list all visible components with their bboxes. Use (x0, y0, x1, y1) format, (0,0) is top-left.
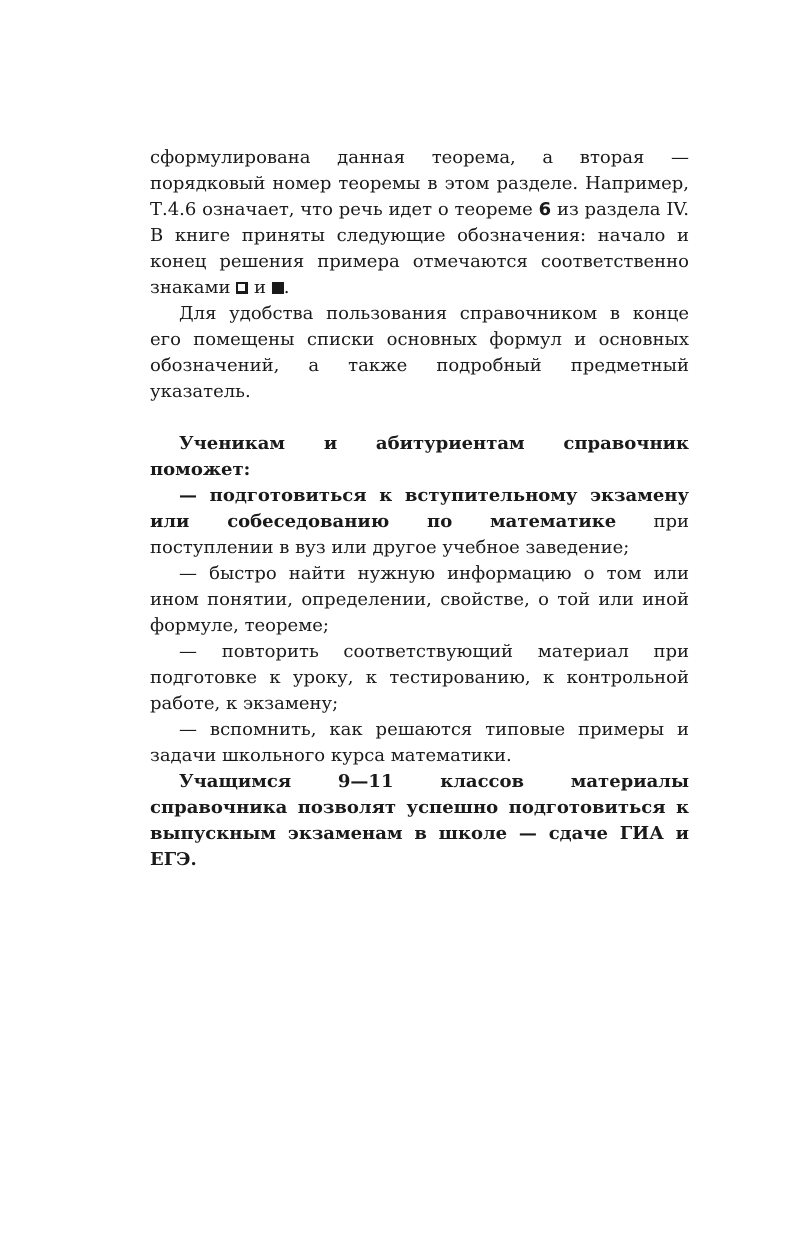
convenience-paragraph: Для удобства пользования справочником в конце его помещены списки основных формул и основных обозначений, а также подробный предметный указатель. (150, 303, 689, 402)
students-item-exam-rest: при поступлении в вуз или другое учебное заведение; (150, 511, 689, 558)
students-item-exam-bold: — подготовиться к вступительному экзамену или собеседованию по математике (150, 485, 689, 532)
intro-text-part1: сформулирована данная теорема, а вторая — порядковый номер теоремы в этом разделе. Например, Т.4.6 означает, что речь идет о теореме (150, 147, 689, 220)
graduates-paragraph (150, 769, 689, 873)
open-square-icon (236, 282, 248, 294)
students-item-repeat: — повторить соответствующий материал при подготовке к уроку, к тестированию, к контрольной работе, к экзамену; (150, 641, 689, 714)
intro-and: и (248, 277, 272, 298)
section-gap (150, 405, 689, 431)
graduates-text: Учащимся 9—11 классов материалы справочника позволят успешно подготовиться к выпускным экзаменам в школе — сдаче ГИА и ЕГЭ. (150, 771, 689, 870)
filled-square-icon (272, 282, 284, 294)
intro-end: . (283, 277, 290, 298)
page-body (150, 145, 689, 873)
theorem-number: 6 (538, 199, 552, 220)
students-heading-text: Ученикам и абитуриентам справочник поможет: (150, 433, 689, 480)
students-heading (150, 431, 689, 483)
intro-paragraph (150, 145, 689, 301)
students-item-exam (150, 483, 689, 561)
students-item-recall: — вспомнить, как решаются типовые примеры и задачи школьного курса математики. (150, 719, 689, 766)
students-item-info: — быстро найти нужную информацию о том или ином понятии, определении, свойстве, о той или иной формуле, теореме; (150, 563, 689, 636)
intro-text-part2: из раздела IV. В книге приняты следующие обозначения: начало и конец решения примера отмечаются соответственно знаками (150, 199, 690, 298)
